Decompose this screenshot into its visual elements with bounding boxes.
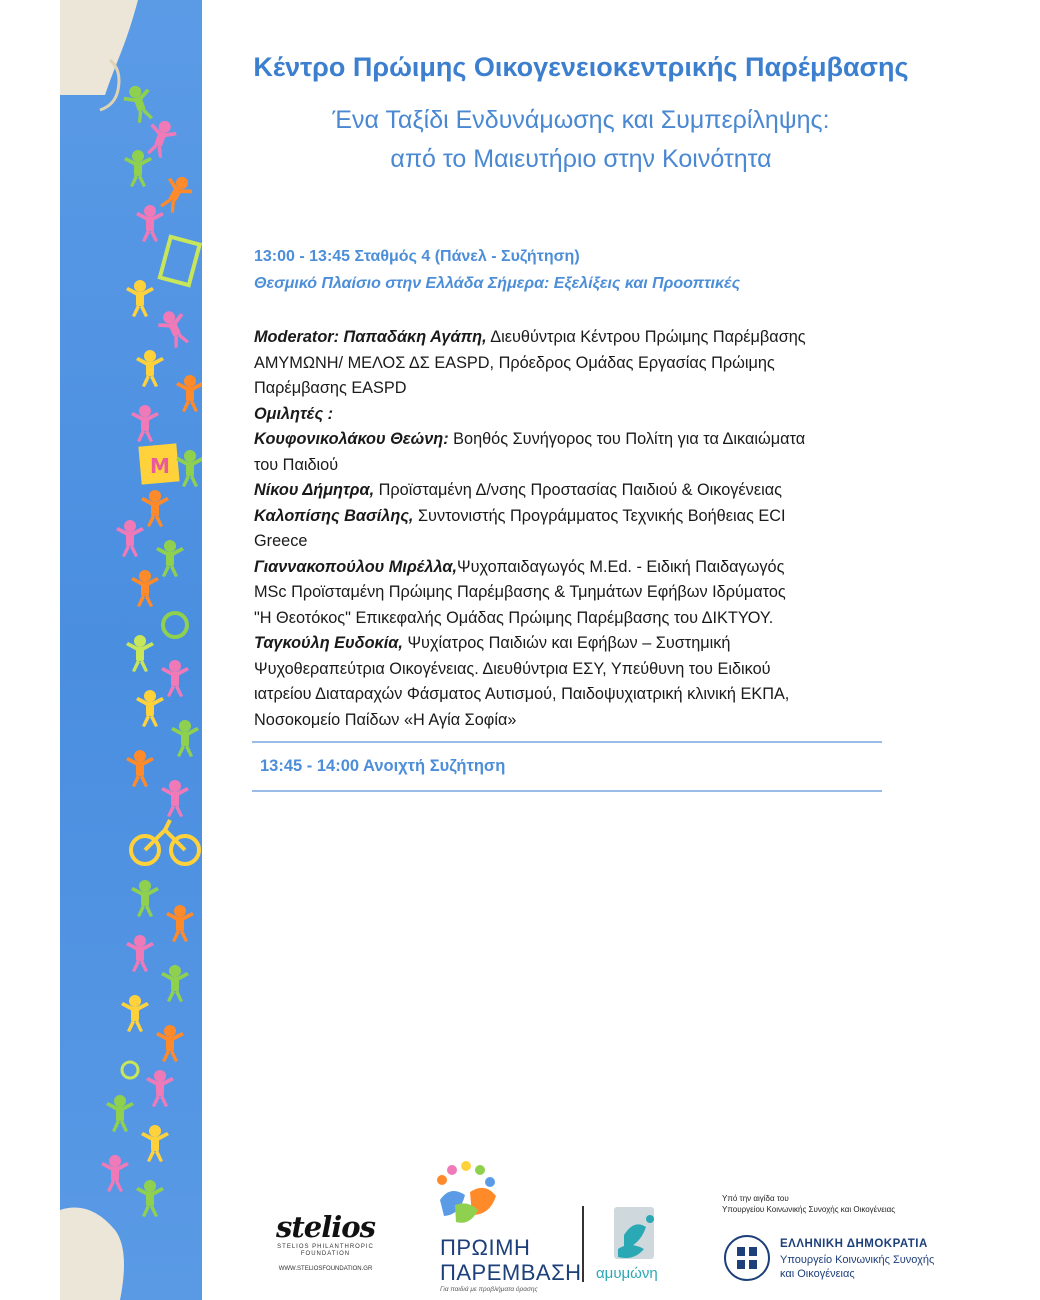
greek-emblem-icon bbox=[722, 1233, 772, 1283]
speaker-5-line-2: Ψυχοθεραπεύτρια Οικογένειας. Διευθύντρια ΕΣΥ, Υπεύθυνη του Ειδικού bbox=[254, 659, 771, 678]
speaker-3-name: Καλοπίσης Βασίλης, bbox=[254, 506, 414, 525]
stelios-url: WWW.STELIOSFOUNDATION.GR bbox=[278, 1266, 373, 1272]
proimi-line1: ΠΡΩΙΜΗ bbox=[440, 1235, 531, 1260]
svg-text:M: M bbox=[150, 454, 170, 478]
speaker-5-name: Ταγκούλη Ευδοκία, bbox=[254, 634, 403, 652]
speaker-4-line-1 bbox=[254, 555, 904, 581]
speaker-4-line-3: "Η Θεοτόκος" Επικεφαλής Ομάδας Πρώιμης Παρέμβασης του ΔΙΚΤΥΟΥ. bbox=[254, 608, 774, 627]
speakers-label: Ομιλητές : bbox=[254, 404, 334, 423]
speaker-3-desc: Συντονιστής Προγράμματος Τεχνικής Βοήθειας ECI bbox=[413, 506, 786, 525]
moderator-desc: Διευθύντρια Κέντρου Πρώιμης Παρέμβασης bbox=[486, 328, 806, 346]
paper-chain-children-illustration bbox=[60, 0, 202, 1300]
session-time-title: 13:00 - 13:45 Σταθμός 4 (Πάνελ - Συζήτηση) bbox=[254, 248, 580, 265]
proimi-tagline: Για παιδιά με προβλήματα όρασης bbox=[440, 1286, 538, 1293]
open-discussion: 13:45 - 14:00 Ανοιχτή Συζήτηση bbox=[260, 757, 506, 775]
moderator-line-1 bbox=[254, 325, 904, 351]
moderator-line-3: Παρέμβασης EASPD bbox=[254, 379, 407, 397]
ministry-logo-block bbox=[722, 1193, 952, 1293]
stelios-wordmark: stelios bbox=[276, 1210, 375, 1244]
speaker-4-desc: Ψυχοπαιδαγωγός M.Ed. - Ειδική Παιδαγωγός bbox=[457, 557, 785, 576]
speaker-1-name: Κουφονικολάκου Θεώνη: bbox=[254, 430, 449, 448]
speaker-5-line-3: ιατρείου Διαταραχών Φάσματος Αυτισμού, Παιδοψυχιατρική κλινική ΕΚΠΑ, bbox=[254, 685, 790, 703]
moderator-name: Moderator: Παπαδάκη Αγάπη, bbox=[254, 328, 487, 346]
decorative-side-band bbox=[60, 0, 202, 1300]
speaker-5-line-1 bbox=[254, 631, 904, 657]
subtitle-line-2: από το Μαιευτήριο στην Κοινότητα bbox=[390, 145, 772, 173]
amymoni-drop-icon bbox=[594, 1205, 672, 1265]
speaker-2-name: Νίκου Δήμητρα, bbox=[254, 481, 375, 499]
speaker-1-line-1 bbox=[254, 427, 904, 453]
page-title: Κέντρο Πρώιμης Οικογενειοκεντρικής Παρέμβασης bbox=[253, 52, 909, 82]
amymoni-wordmark: αμυμώνη bbox=[596, 1265, 658, 1282]
stelios-foundation-logo bbox=[268, 1210, 383, 1280]
hands-icon bbox=[430, 1160, 510, 1230]
ministry-line-2: Υπουργείο Κοινωνικής Συνοχής bbox=[780, 1254, 935, 1266]
speaker-4-name: Γιαννακοπούλου Μιρέλλα, bbox=[254, 557, 458, 576]
ministry-under-line-1: Υπό την αιγίδα του bbox=[722, 1194, 789, 1203]
proimi-line2: ΠΑΡΕΜΒΑΣΗ bbox=[440, 1260, 582, 1285]
subtitle-line-1: Ένα Ταξίδι Ενδυνάμωσης και Συμπερίληψης: bbox=[332, 106, 830, 134]
ministry-state: ΕΛΛΗΝΙΚΗ ΔΗΜΟΚΡΑΤΙΑ bbox=[780, 1238, 928, 1250]
stelios-subtitle: STELIOS PHILANTHROPIC FOUNDATION bbox=[277, 1244, 374, 1257]
speaker-1-desc: Βοηθός Συνήγορος του Πολίτη για τα Δικαιώματα bbox=[448, 430, 806, 448]
proimi-paremvasi-logo bbox=[430, 1160, 582, 1293]
speaker-4-line-2: MSc Προϊσταμένη Πρώιμης Παρέμβασης & Τμημάτων Εφήβων Ιδρύματος bbox=[254, 583, 786, 601]
amymoni-logo bbox=[594, 1205, 672, 1285]
ministry-under-line-2: Υπουργείου Κοινωνικής Συνοχής και Οικογένειας bbox=[722, 1205, 896, 1214]
session-topic: Θεσμικό Πλαίσιο στην Ελλάδα Σήμερα: Εξελίξεις και Προοπτικές bbox=[254, 275, 741, 292]
speaker-3-line-1 bbox=[254, 504, 904, 530]
ministry-line-3: και Οικογένειας bbox=[780, 1268, 855, 1280]
speakers-block bbox=[254, 325, 904, 733]
divider-bottom bbox=[252, 790, 882, 792]
logo-separator bbox=[582, 1206, 584, 1282]
speaker-3-line-2: Greece bbox=[254, 532, 308, 550]
speaker-5-desc: Ψυχίατρος Παιδιών και Εφήβων – Συστημική bbox=[402, 634, 731, 652]
speaker-2-desc: Προϊσταμένη Δ/νσης Προστασίας Παιδιού & Οικογένειας bbox=[374, 481, 782, 499]
speaker-5-line-4: Νοσοκομείο Παίδων «Η Αγία Σοφία» bbox=[254, 710, 517, 729]
moderator-line-2: ΑΜΥΜΩΝΗ/ ΜΕΛΟΣ ΔΣ EASPD, Πρόεδρος Ομάδας Εργασίας Πρώιμης bbox=[254, 353, 775, 372]
speaker-1-line-2: του Παιδιού bbox=[254, 455, 339, 474]
speaker-2-line-1 bbox=[254, 478, 904, 504]
divider-top bbox=[252, 741, 882, 743]
